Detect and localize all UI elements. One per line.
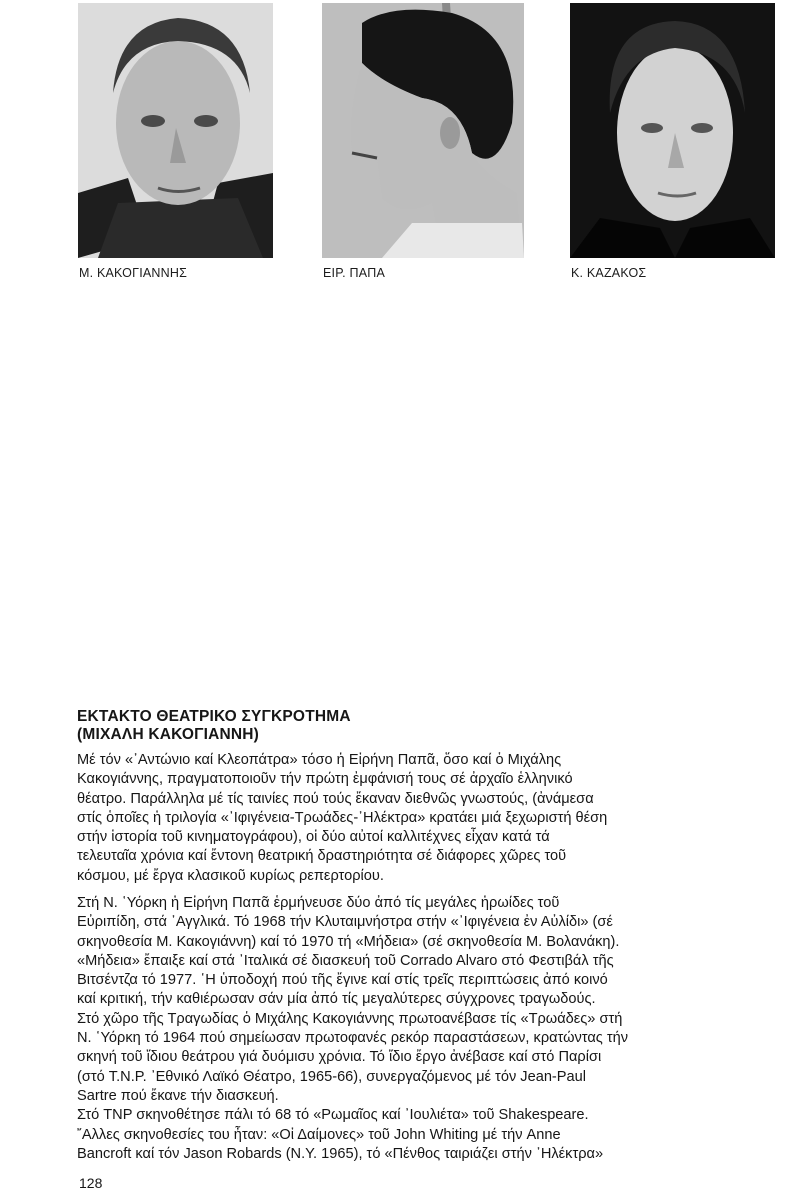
paragraph-line: «Μήδεια» ἔπαιξε καί στά ᾿Ιταλικά σέ διασκευή τοῦ Corrado Alvaro στό Φεστιβάλ τῆς [77,952,614,969]
paragraph-line: θέατρο. Παράλληλα μέ τίς ταινίες πού τούς ἔκαναν διεθνῶς γνωστούς, (ἀνάμεσα [77,790,594,807]
heading-line-1: ΕΚΤΑΚΤΟ ΘΕΑΤΡΙΚΟ ΣΥΓΚΡΟΤΗΜΑ [77,708,351,725]
paragraph-line: Μέ τόν «᾿Αντώνιο καί Κλεοπάτρα» τόσο ἡ Εἰρήνη Παπᾶ, ὅσο καί ὁ Μιχάλης [77,752,562,768]
paragraph-line: Στό χῶρο τῆς Τραγωδίας ὁ Μιχάλης Κακογιάννης πρωτοανέβασε τίς «Τρωάδες» στή [77,1010,623,1027]
paragraph-line: Στή Ν. ῾Υόρκη ἡ Εἰρήνη Παπᾶ ἑρμήνευσε δύο ἀπό τίς μεγάλες ἡρωίδες τοῦ [77,895,560,911]
portrait-image-kakogiannis [78,3,273,258]
paragraph-line: Bancroft καί τόν Jason Robards (N.Y. 1965), τό «Πένθος ταιριάζει στήν ᾿Ηλέκτρα» [77,1145,604,1162]
portrait-photo-kakogiannis [78,3,273,258]
caption-papa: ΕΙΡ. ΠΑΠΑ [323,266,386,280]
caption-kazakos: Κ. ΚΑΖΑΚΟΣ [571,266,647,280]
paragraph-line: σκηνοθεσία Μ. Κακογιάννη) καί τό 1970 τή «Μήδεια» (σέ σκηνοθεσία Μ. Βολανάκη). [77,933,620,950]
paragraph-2 [77,894,771,1164]
paragraph-line: Εὐριπίδη, στά ᾿Αγγλικά. Τό 1968 τήν Κλυταιμνήστρα στήν «᾿Ιφιγένεια ἐν Αὐλίδι» (σέ [77,914,613,931]
paragraph-line: τελευταῖα χρόνια καί ἔντονη θεατρική δραστηριότητα σέ διάφορες χῶρες τοῦ [77,848,567,865]
paragraph-line: Στό TNP σκηνοθέτησε πάλι τό 68 τό «Ρωμαῖος καί ᾿Ιουλιέτα» τοῦ Shakespeare. [77,1107,589,1124]
paragraph-line: στήν ἱστορία τοῦ κινηματογράφου), οἱ δύο αὐτοί καλλιτέχνες εἶχαν κατά τά [77,829,550,846]
paragraph-line: Κακογιάννης, πραγματοποιοῦν τήν πρώτη ἐμφάνισή τους σέ ἀρχαῖο ἑλληνικό [77,771,573,788]
page-number: 128 [79,1175,103,1191]
paragraph-line: Βιτσέντζα τό 1977. ῾Η ὑποδοχή πού τῆς ἔγινε καί στίς τρεῖς περιπτώσεις ἀπό κοινό [77,972,608,989]
paragraph-line: καί κριτική, τήν καθιέρωσαν σάν μία ἀπό τίς μεγαλύτερες σύγχρονες τραγωδούς. [77,991,596,1008]
heading-line-2: (ΜΙΧΑΛΗ ΚΑΚΟΓΙΑΝΝΗ) [77,726,260,743]
paragraph-line: Ν. ῾Υόρκη τό 1964 πού σημείωσαν πρωτοφανές ρεκόρ παραστάσεων, κρατώντας τήν [77,1030,629,1047]
portrait-photo-papa [322,3,524,258]
portrait-image-kazakos [570,3,775,258]
portrait-image-papa [322,3,524,258]
paragraph-line: στίς ὁποῖες ἡ τριλογία «᾿Ιφιγένεια-Τρωάδες-᾿Ηλέκτρα» κρατάει μιά ξεχωριστή θέση [77,809,608,826]
portrait-photo-kazakos [570,3,775,258]
paragraph-line: κόσμου, μέ ἔργα κλασικοῦ κυρίως ρεπερτορίου. [77,867,384,884]
paragraph-line: σκηνή τοῦ ἴδιου θεάτρου γιά δυόμισυ χρόνια. Τό ἴδιο ἔργο ἀνέβασε καί στό Παρίσι [77,1049,602,1066]
caption-kakogiannis: Μ. ΚΑΚΟΓΙΑΝΝΗΣ [79,266,188,280]
paragraph-line: ῎Αλλες σκηνοθεσίες του ἦταν: «Οἱ Δαίμονες» τοῦ John Whiting μέ τήν Anne [77,1126,561,1143]
paragraph-line: Sartre πού ἔκανε τήν διασκευή. [77,1087,279,1104]
paragraph-line: (στό T.N.P. ᾿Εθνικό Λαϊκό Θέατρο, 1965-66), συνεργαζόμενος μέ τόν Jean-Paul [77,1068,587,1085]
paragraph-1 [77,751,771,886]
article-heading [77,708,717,744]
